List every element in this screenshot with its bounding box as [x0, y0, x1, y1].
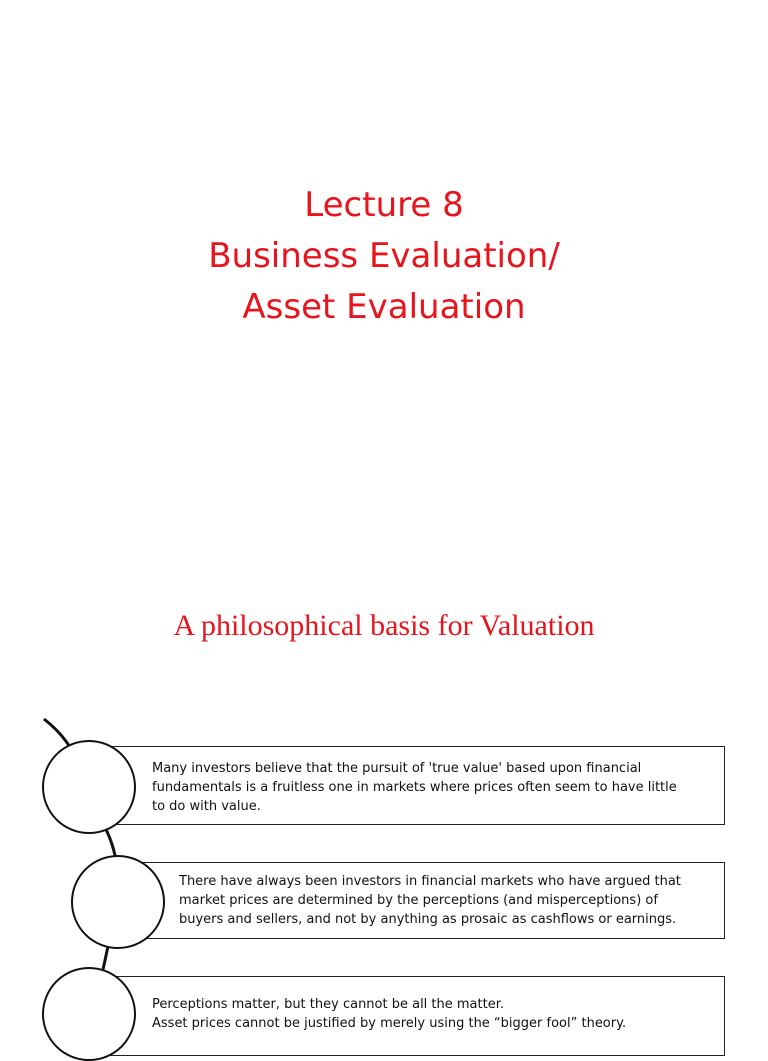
step-2-line-2: market prices are determined by the perceptions (and misperceptions) of [179, 893, 658, 908]
step-3-line-2: Asset prices cannot be justified by merely using the “bigger fool” theory. [152, 1016, 627, 1031]
step-box-1 [110, 746, 725, 825]
slide-title-line-3: Asset Evaluation [242, 287, 526, 327]
step-2-line-3: buyers and sellers, and not by anything as prosaic as cashflows or earnings. [179, 912, 677, 927]
step-1-line-3: to do with value. [152, 799, 261, 814]
step-1-line-2: fundamentals is a fruitless one in markets where prices often seem to have little [152, 780, 677, 795]
slide-title-line-1: Lecture 8 [304, 185, 464, 225]
step-3-circle [42, 967, 136, 1061]
step-1-line-1: Many investors believe that the pursuit of 'true value' based upon financial [152, 761, 642, 776]
step-2-line-1: There have always been investors in financial markets who have argued that [179, 874, 681, 889]
step-box-3 [110, 976, 725, 1056]
step-1-circle [42, 740, 136, 834]
step-2-circle [71, 855, 165, 949]
slide-title-line-2: Business Evaluation/ [208, 236, 560, 276]
step-3-line-1: Perceptions matter, but they cannot be all the matter. [152, 997, 505, 1012]
section-heading: A philosophical basis for Valuation [173, 609, 595, 642]
step-box-2 [140, 862, 725, 939]
